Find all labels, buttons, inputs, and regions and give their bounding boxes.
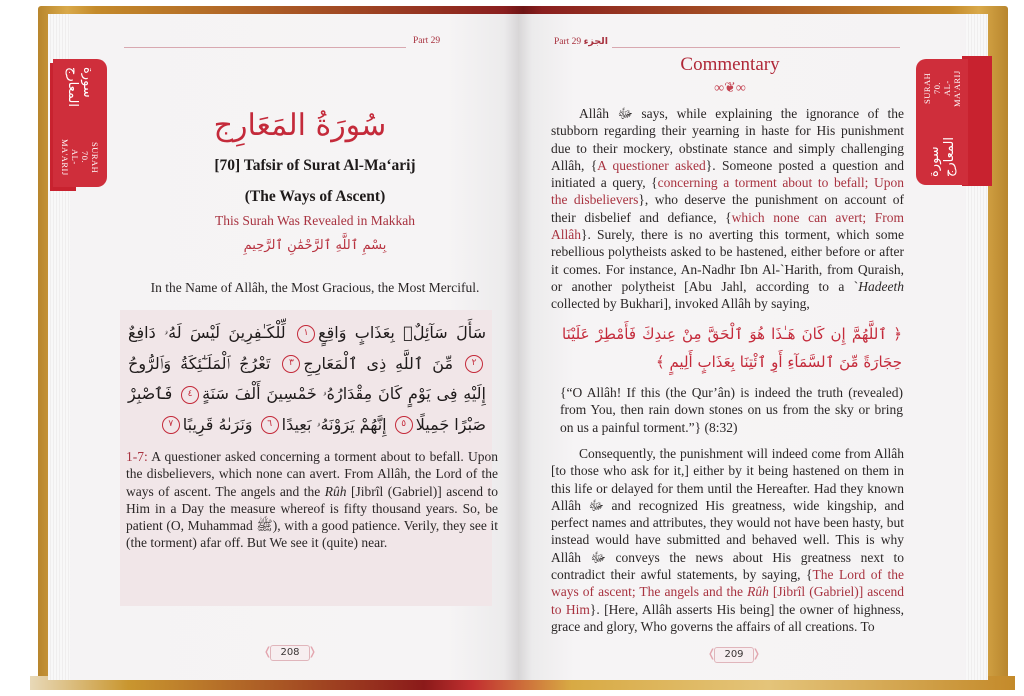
- ayah-text: إِنَّهُمْ يَرَوْنَهُۥ بَعِيدًا: [281, 414, 387, 434]
- translation-text: [Jibrîl (Gabriel)] ascend to Him in a Day the measure whereof is fifty thousand years. So, be patient (O, Muhammad ﷺ), with a good patience. Verily, they see it (the torment) afar off. But We see it (quite) near.: [126, 483, 498, 551]
- section-title: Commentary: [680, 54, 780, 75]
- tab-english-label: [922, 67, 962, 110]
- quran-quote-arabic: ﴿ ٱللَّهُمَّ إِن كَانَ هَـٰذَا هُوَ ٱلْحَقَّ مِنْ عِندِكَ فَأَمْطِرْ عَلَيْنَا حِجَارَةً مِّنَ ٱلسَّمَآءِ أَوِ ٱئْتِنَا بِعَذَابٍ أَلِيمٍ ﴾: [562, 325, 902, 371]
- ayah-number-marker: ٥: [395, 416, 413, 434]
- tab-arabic-label: سورة المعارج: [927, 137, 957, 177]
- commentary-paragraph-1: [551, 105, 904, 313]
- quoted-verse: [Jibrîl (Gabriel)] ascend to Him: [551, 584, 904, 617]
- quoted-verse: A questioner asked: [597, 157, 706, 173]
- ayah-number-marker: ٤: [181, 386, 199, 404]
- ayah-number-marker: ٧: [162, 416, 180, 434]
- ayah-number-marker: ٦: [261, 416, 279, 434]
- quoted-verse: The Lord of the ways of ascent; The angels and the: [551, 567, 905, 600]
- ayah-text: مِّنَ ٱللَّهِ ذِى ٱلْمَعَارِجِ: [303, 353, 454, 373]
- ayat-translation: [126, 448, 498, 552]
- ayah-text: سَأَلَ سَآئِلٌۢ بِعَذَابٍ وَاقِعٍ: [318, 323, 486, 342]
- quoted-verse: which none can avert; From Allâh: [551, 209, 904, 243]
- paragraph-text: }. [Here, Allâh asserts His being] the owner of highness, grace and glory, Who governs the affairs of all creations. To: [551, 601, 904, 634]
- ayah-number-marker: ٢: [465, 355, 483, 373]
- hadeeth-term: Hadeeth: [858, 278, 904, 294]
- paragraph-text: Allâh ﷻ says, while explaining the ignorance of the stubborn regarding their yearning in haste for His punishment due to their mockery, obstinate stance and simply challenging Allâh, {: [551, 106, 905, 173]
- quoted-verse: concerning a torment about to befall; Upon the disbelievers: [551, 175, 904, 208]
- tab-english-line1: SURAH 70.: [922, 72, 942, 105]
- running-header-en: Part 29: [554, 37, 582, 47]
- tab-english-line1: SURAH 70.: [80, 141, 100, 173]
- paragraph-text: Consequently, the punishment will indeed come from Allâh [to those who ask for it,] either by it being hastened on them in this life or delayed for them until the Hereafter. Had they known Allâh ﷻ and recognized His greatness, wide kingship, and perfect names and attributes, they would not have been hasty, but instead would have submitted and behaved well. This is why Allâh ﷻ conveys the news about His greatness next to contradict their awful statements, by saying, {: [551, 446, 904, 583]
- tab-english-label: [60, 135, 100, 179]
- ayah-number-marker: ١: [297, 325, 315, 343]
- surah-title-arabic: سُورَةُ المَعَارِج: [213, 108, 387, 143]
- ayah-text: لِّلْكَـٰفِرِينَ لَيْسَ لَهُۥ دَافِعٌ: [128, 323, 286, 342]
- translation-ruh: Rûh: [324, 483, 347, 499]
- right-header-rule: [612, 47, 900, 48]
- tab-english-line2: AL-MA'ARIJ: [942, 70, 962, 107]
- surah-subtitle: (The Ways of Ascent): [244, 188, 386, 205]
- ayah-text: تَعْرُجُ ٱلْمَلَـٰٓئِكَةُ وَٱلرُّوحُ إِلَيْهِ فِى يَوْمٍ كَانَ مِقْدَارُهُۥ خَمْسِينَ أَلْفَ سَنَةٍ: [128, 353, 486, 403]
- commentary-paragraph-2: [551, 445, 904, 635]
- left-page-number: ❬ 208 ❭: [270, 645, 310, 661]
- paragraph-text: collected by Bukhari], invoked Allâh by saying,: [551, 296, 810, 312]
- basmala-english: In the Name of Allâh, the Most Gracious, the Most Merciful.: [150, 280, 480, 295]
- ayah-text: وَنَرَىٰهُ قَرِيبًا: [182, 414, 253, 434]
- ayah-text: فَٱصْبِرْ صَبْرًا جَمِيلًا: [128, 384, 486, 434]
- right-page-number: ❬ 209 ❭: [714, 647, 754, 663]
- quoted-verse-italic: Rûh: [747, 584, 769, 600]
- basmala-arabic: بِسْمِ ٱللَّهِ ٱلرَّحْمَٰنِ ٱلرَّحِيمِ: [243, 238, 387, 253]
- right-surah-tab[interactable]: [916, 59, 968, 185]
- left-header-rule: [124, 47, 406, 48]
- quote-translation: {“O Allâh! If this (the Qur’ân) is indeed the truth (revealed) from You, then rain down stones on us from the sky or bring on us a painful torment.”} (8:32): [560, 385, 903, 435]
- surah-title: [70] Tafsir of Surat Al-Ma‘arij: [214, 157, 416, 174]
- left-surah-tab[interactable]: [53, 59, 107, 187]
- tab-arabic-label: سورة المعارج: [65, 67, 95, 107]
- right-running-header: [554, 36, 608, 47]
- paragraph-text: }. Someone posted a question and initiated a query, {: [551, 157, 904, 191]
- verse-range-ref: 1-7:: [126, 449, 148, 464]
- paragraph-text: }. Surely, there is no averting this torment, which some rebellious polytheists asked to be hastened, either before or after it comes. For instance, An-Nadhr Ibn Al-`Harith, from Quraish, or another polytheist [Abu Jahl, according to a `: [551, 227, 904, 294]
- left-running-header: Part 29: [413, 36, 441, 46]
- translation-text: A questioner asked concerning a torment about to befall. Upon the disbelievers, which none can avert. From Allâh, the Lord of the ways of ascent. The angels and the: [126, 449, 498, 499]
- tab-english-line2: AL-MA'ARIJ: [60, 138, 80, 176]
- revelation-note: This Surah Was Revealed in Makkah: [215, 213, 415, 228]
- paragraph-text: }, who deserve the punishment on account of their disbelief and defiance, {: [551, 192, 904, 225]
- ornament-divider-icon: ∞❦∞: [714, 81, 746, 96]
- running-header-ar: الجزء: [583, 36, 608, 47]
- ayah-number-marker: ٣: [282, 355, 300, 373]
- ayat-arabic-block: [128, 318, 486, 440]
